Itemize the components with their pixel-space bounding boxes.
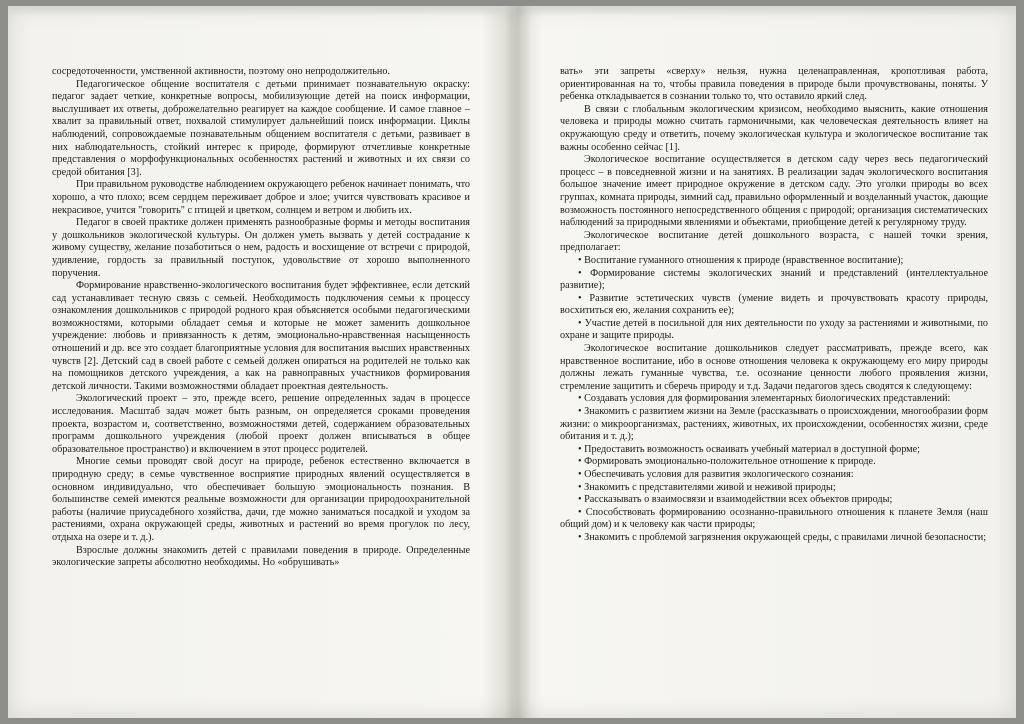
bullet-item: • Способствовать формированию осознанно-правильного отношения к планете Земля (наш общий дом) и к человеку как части природы; xyxy=(560,506,988,531)
left-paragraph: Экологический проект – это, прежде всего, решение определенных задач в процессе исследования. Масштаб задач может быть разным, он определяется сроками проведения проекта, возрастом и, соответственно, возможностями детей, содержанием образовательных программ дошкольного учреждения (любой проект должен вписываться в общее образовательное пространство) и включением в этот процесс родителей. xyxy=(52,393,470,455)
right-paragraph: вать» эти запреты «сверху» нельзя, нужна целенаправленная, кропотливая работа, ориентированная на то, чтобы правила поведения в природе были прочувствованы, поняты. У ребенка откладывается в сознании только то, что оставило яркий след. xyxy=(560,66,988,103)
right-paragraph: Экологическое воспитание детей дошкольного возраста, с нашей точки зрения, предполагает: xyxy=(560,229,988,254)
bullet-item: • Создавать условия для формирования элементарных биологических представлений: xyxy=(578,393,951,405)
left-paragraph: сосредоточенности, умственной активности, поэтому оно непродолжительно. xyxy=(52,66,390,77)
bullet-item: • Знакомить с развитием жизни на Земле (рассказывать о происхождении, многообразии форм жизни: о микроорганизмах, растениях, животных, их происхождении, особенностях жизни, среде обитания и т. д.); xyxy=(560,406,988,443)
left-paragraph: Формирование нравственно-экологического воспитания будет эффективнее, если детский сад устанавливает тесную связь с семьей. Необходимость подключения семьи к процессу ознакомления дошкольников с природой родного края объясняется особыми педагогическими возможностями, которыми обладает семья и которые не может заменить дошкольное учреждение: любовь и привязанность к детям, эмоционально-нравственная насыщенность отношений и др. все это создает благоприятные условия для воспитания высших нравственных чувств [2]. Детский сад в своей работе с семьей должен опираться на родителей не только как на помощников детского учреждения, а как на равноправных участников формирования детской личности. Такими возможностями обладает проектная деятельность. xyxy=(52,280,470,392)
left-paragraph: Многие семьи проводят свой досуг на природе, ребенок естественно включается в природную среду; в семье чувственное восприятие природных явлений осуществляется в основном индивидуально, что обеспечивает большую эмоциональность познания. В большинстве семей имеются реальные возможности для организации природоохранительной работы (наличие приусадебного хозяйства, дачи, где можно заниматься посадкой и уходом за растениями, охрана окружающей среды, животных и растений во время прогулок по лесу, отдыха на озере и т. д.). xyxy=(52,456,470,543)
bullet-item: • Рассказывать о взаимосвязи и взаимодействии всех объектов природы; xyxy=(578,494,893,506)
right-paragraph: Экологическое воспитание дошкольников следует рассматривать, прежде всего, как нравственное воспитание, ибо в основе отношения человека к окружающему его миру природы должны лежать гуманные чувства, т.е. осознание ценности любого проявления жизни, стремление защитить и сберечь природу и т.д. Задачи педагогов здесь сводятся к следующему: xyxy=(560,343,988,392)
bullet-item: • Знакомить с проблемой загрязнения окружающей среды, с правилами личной безопасности; xyxy=(578,531,987,543)
bullet-item: • Предоставить возможность осваивать учебный материал в доступной форме; xyxy=(578,443,920,455)
bullet-item: • Формировать эмоционально-положительное отношение к природе. xyxy=(578,456,876,468)
left-paragraph: Педагог в своей практике должен применять разнообразные формы и методы воспитания у дошкольников экологической культуры. Он должен уметь вызвать у детей сострадание к живому существу, желание позаботиться о нем, радость и восхищение от встречи с природой, удивление, гордость за правильный поступок, удовольствие от хорошо выполненного поручения. xyxy=(52,217,470,279)
bullet-item: • Знакомить с представителями живой и неживой природы; xyxy=(578,481,836,493)
right-paragraph: Экологическое воспитание осуществляется в детском саду через весь педагогический процесс – в повседневной жизни и на занятиях. В реализации задач экологического воспитания большое значение имеет природное окружение в детском саду. Это уголки природы во всех группах, комната природы, зимний сад, правильно оформленный и возделанный участок, дающие возможность постоянного непосредственного общения с природой; организация систематических наблюдений за природными явлениями и объектами, приобщение детей к регулярному труду. xyxy=(560,154,988,229)
right-page xyxy=(560,6,988,718)
left-paragraph: Педагогическое общение воспитателя с детьми принимает познавательную окраску: педагог задает четкие, конкретные вопросы, мобилизующие детей на поиск информации, выслушивает их ответы, доброжелательно реагирует на каждое сообщение. И самое главное – хвалит за правильный ответ, похвалой стимулирует дальнейший поиск информации. Циклы наблюдений, сопровождаемые познавательным общением воспитателя с детьми, развивает в них наблюдательность, стойкий интерес к природе, формируют отчетливые конкретные представления о морфофункциональных особенностях растений и животных и их связи со средой обитания [3]. xyxy=(52,78,470,178)
bullet-item: • Формирование системы экологических знаний и представлений (интеллектуальное развитие); xyxy=(560,267,988,292)
bullet-item: • Участие детей в посильной для них деятельности по уходу за растениями и животными, по охране и защите природы. xyxy=(560,317,988,342)
left-paragraph: Взрослые должны знакомить детей с правилами поведения в природе. Определенные экологические запреты абсолютно необходимы. Но «обрушивать» xyxy=(52,544,470,569)
bullet-item: • Обеспечивать условия для развития экологического сознания: xyxy=(578,469,854,480)
right-paragraph: В связи с глобальным экологическим кризисом, необходимо выяснить, какие отношения человека и природы можно считать гармоничными, как человеческая деятельность влияет на окружающую среду и ответить, почему экологическая культура и экологическое воспитание так важны особенно сейчас [1]. xyxy=(560,103,988,153)
bullet-item: • Воспитание гуманного отношения к природе (нравственное воспитание); xyxy=(578,254,904,266)
book-gutter xyxy=(504,6,532,718)
left-page xyxy=(52,6,470,718)
bullet-item: • Развитие эстетических чувств (умение видеть и прочувствовать красоту природы, восхититься ею, желания сохранить ее); xyxy=(560,292,988,317)
book-spread xyxy=(8,6,1016,718)
left-paragraph: При правильном руководстве наблюдением окружающего ребенок начинает понимать, что хорошо, а что плохо; всем сердцем переживает доброе и злое; учится чувствовать красивое и некрасивое, учится "говорить" с птицей и цветком, солнцем и ветром и любить их. xyxy=(52,179,470,216)
